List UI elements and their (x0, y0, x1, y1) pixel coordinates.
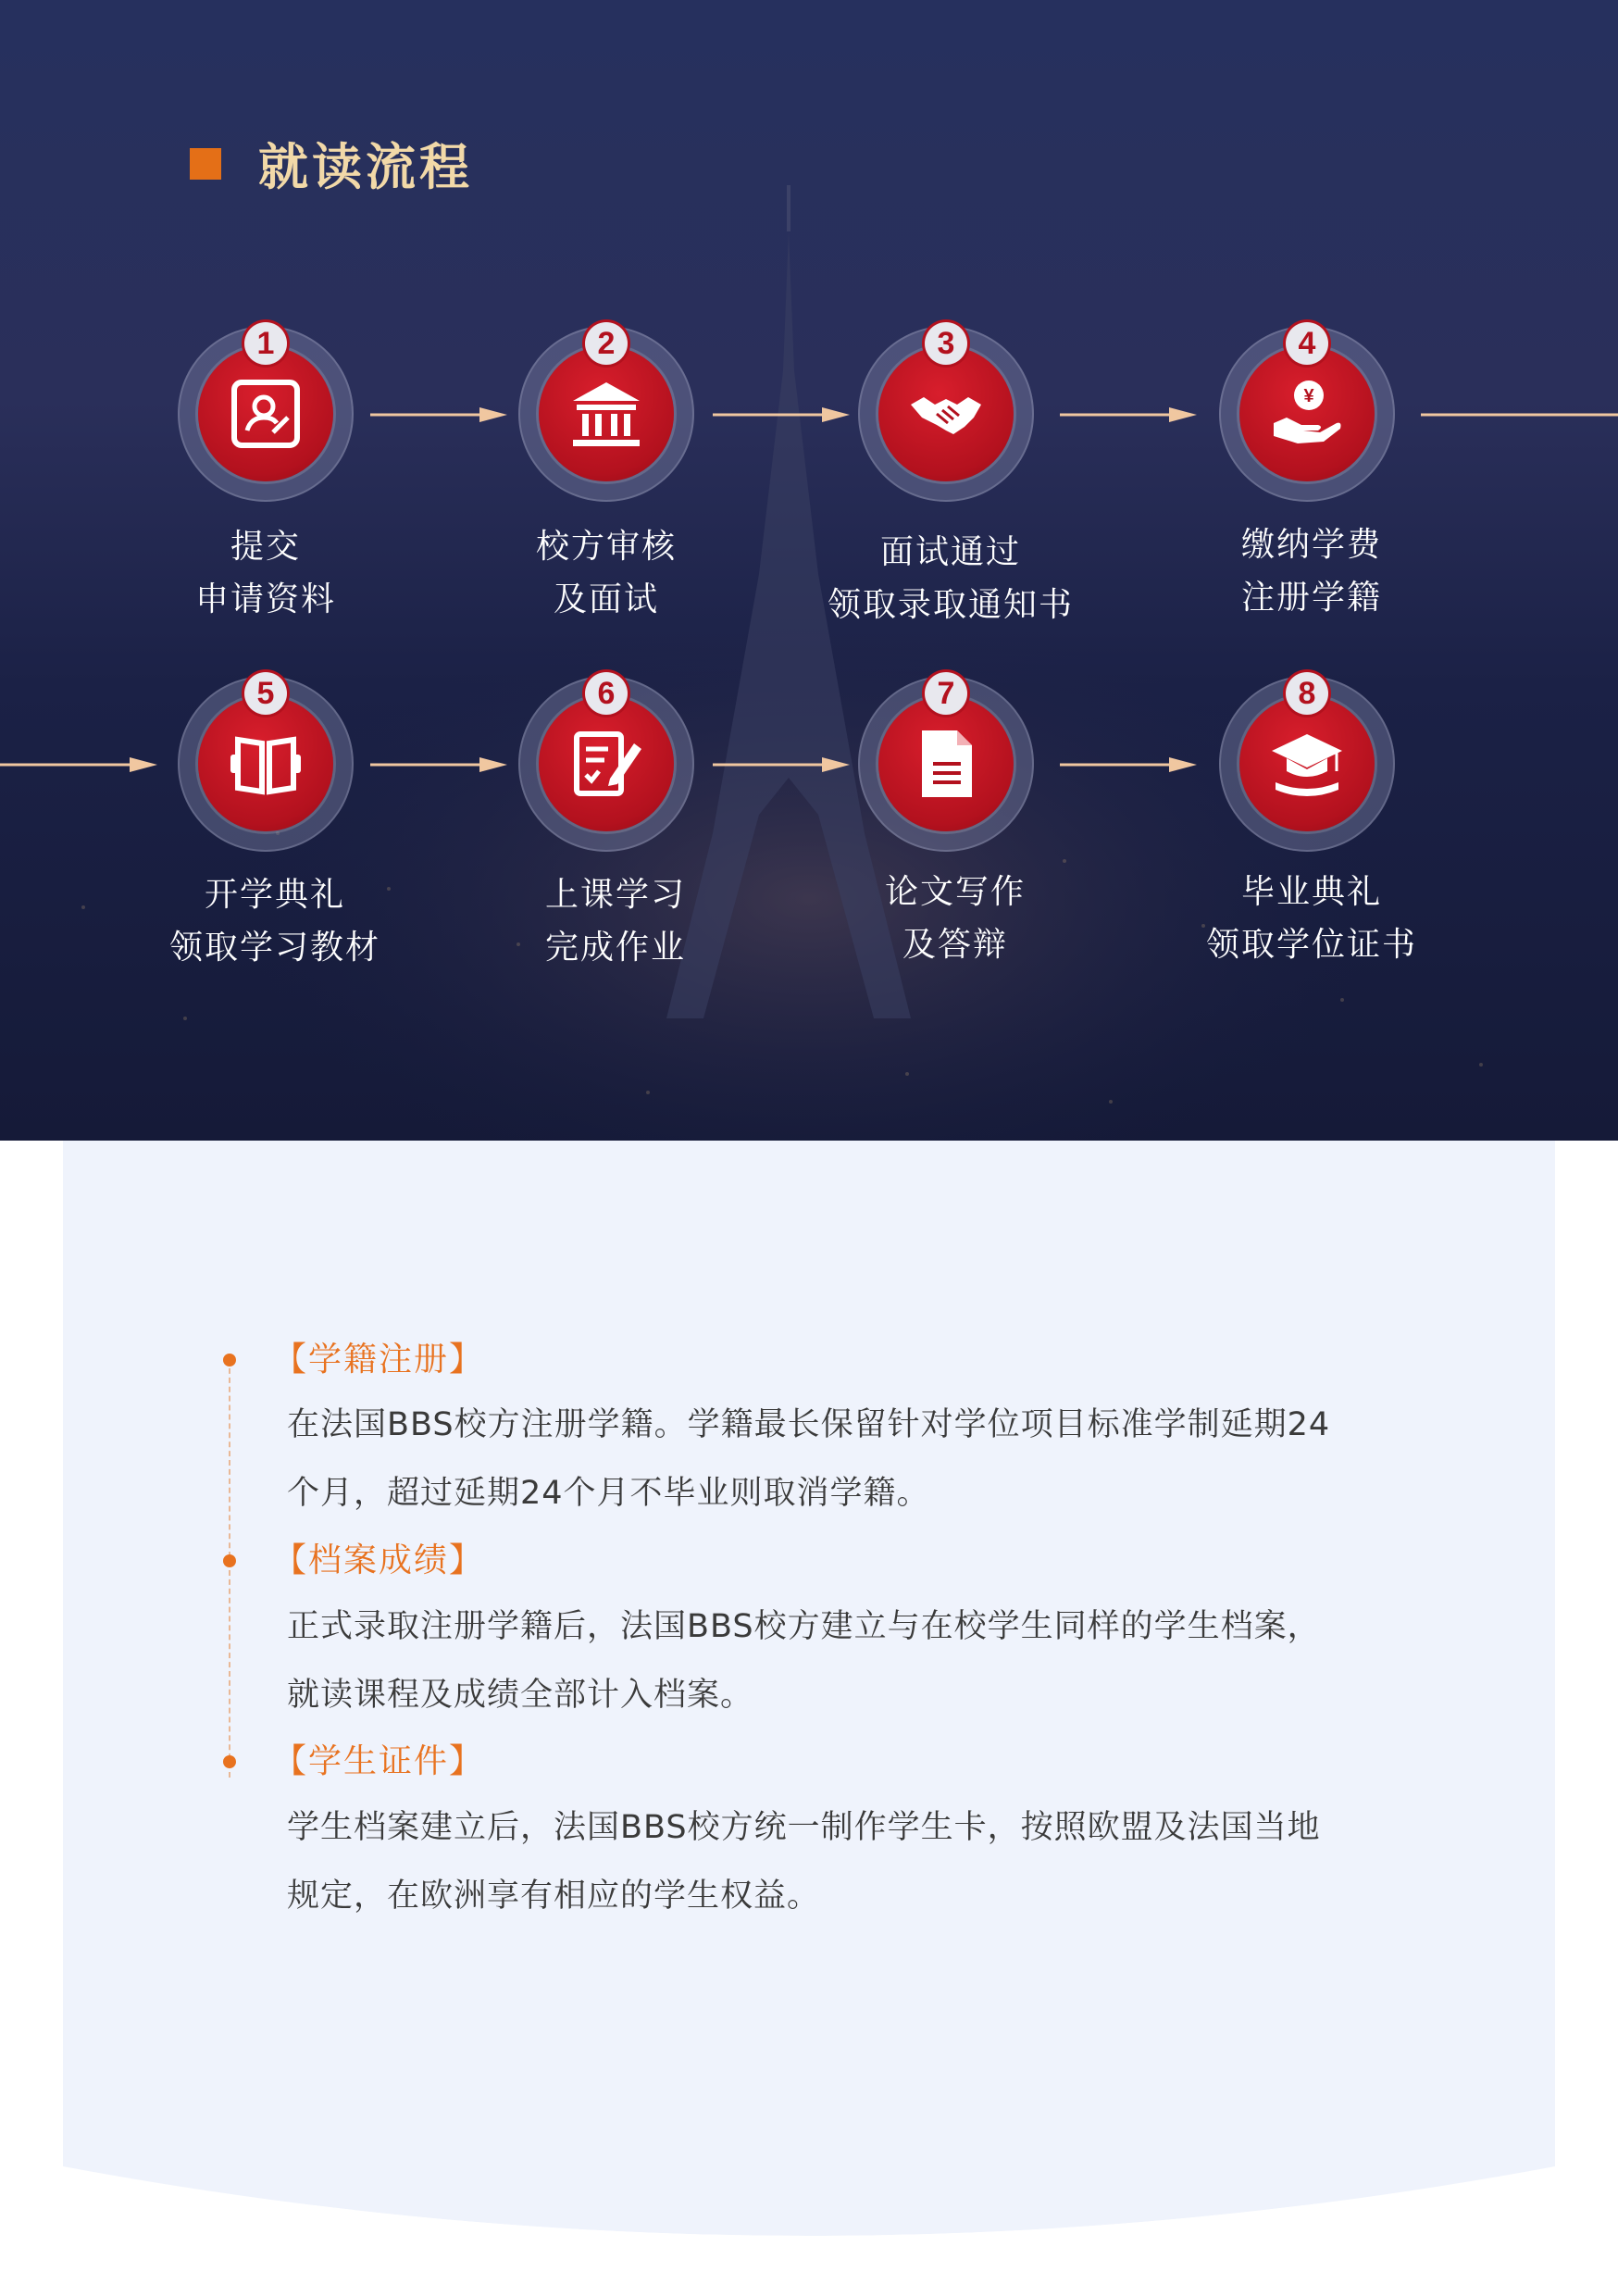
arrow-connector (0, 757, 157, 772)
body-line: 学生档案建立后，法国BBS校方统一制作学生卡，按照欧盟及法国当地 (287, 1809, 1321, 1846)
resume-icon (229, 377, 303, 451)
step-disk (539, 696, 674, 831)
step-disk (1239, 346, 1375, 481)
step-label-line: 领取学位证书 (1205, 926, 1417, 964)
step-label-line: 领取学习教材 (168, 929, 380, 967)
page-title: 就读流程 (258, 137, 473, 196)
timeline-dot (223, 1354, 236, 1366)
section-body-records (287, 1592, 1444, 1729)
payment-hand-icon (1270, 377, 1344, 451)
section-title-records: 【档案成绩】 (273, 1541, 485, 1579)
step-5-label (118, 868, 432, 974)
step-8-graduation (1219, 676, 1395, 852)
writing-document-icon (569, 727, 643, 801)
step-label-line: 完成作业 (544, 929, 686, 967)
step-disk (539, 346, 674, 481)
arrow-connector (1421, 407, 1618, 422)
arrow-connector (370, 757, 507, 772)
handshake-icon (909, 377, 983, 451)
step-label-line: 论文写作 (884, 873, 1026, 911)
step-label-line: 缴纳学费 (1240, 526, 1382, 564)
svg-text:¥: ¥ (1303, 386, 1314, 406)
step-disk (198, 346, 333, 481)
timeline-dot (223, 1755, 236, 1768)
step-number-badge: 7 (925, 672, 967, 715)
graduation-cap-icon (1270, 727, 1344, 801)
step-1-submit-application (178, 326, 354, 502)
step-number-badge: 4 (1286, 322, 1328, 365)
arrow-connector (1060, 407, 1197, 422)
step-label-line: 上课学习 (544, 876, 686, 914)
step-7-label (798, 866, 1113, 971)
step-label-line: 申请资料 (194, 580, 336, 618)
document-icon (909, 727, 983, 801)
body-line: 个月，超过延期24个月不毕业则取消学籍。 (287, 1475, 930, 1512)
school-building-icon (569, 377, 643, 451)
step-label-line: 开学典礼 (204, 876, 345, 914)
arrow-connector (1060, 757, 1197, 772)
step-8-label (1154, 866, 1469, 971)
arrow-connector (370, 407, 507, 422)
arrow-connector (713, 757, 850, 772)
step-disk (878, 696, 1014, 831)
timeline-dot (223, 1554, 236, 1567)
step-label-line: 领取录取通知书 (827, 586, 1074, 624)
step-disk (198, 696, 333, 831)
step-2-label (449, 520, 764, 626)
step-4-label (1154, 518, 1469, 624)
step-number-badge: 5 (244, 672, 287, 715)
timeline-line (229, 1359, 230, 1778)
step-3-label (793, 526, 1108, 631)
body-line: 就读课程及成绩全部计入档案。 (287, 1677, 754, 1714)
step-label-line: 及面试 (553, 580, 659, 618)
hero-section (0, 0, 1618, 1141)
body-line: 规定，在欧洲享有相应的学生权益。 (287, 1878, 821, 1915)
step-6-attend-classes (518, 676, 694, 852)
step-number-badge: 8 (1286, 672, 1328, 715)
step-1-label (108, 520, 423, 626)
step-number-badge: 2 (585, 322, 628, 365)
step-5-opening-ceremony (178, 676, 354, 852)
step-4-pay-tuition (1219, 326, 1395, 502)
section-title-enrollment: 【学籍注册】 (273, 1341, 485, 1379)
step-label-line: 毕业典礼 (1240, 873, 1382, 911)
body-line: 在法国BBS校方注册学籍。学籍最长保留针对学位项目标准学制延期24 (287, 1406, 1331, 1443)
step-label-line: 面试通过 (879, 533, 1021, 571)
section-body-student-id (287, 1793, 1444, 1930)
step-3-interview-passed (858, 326, 1034, 502)
step-number-badge: 3 (925, 322, 967, 365)
step-6-label (458, 868, 773, 974)
section-heading (190, 128, 473, 199)
panel-bottom-curve (0, 2120, 1618, 2296)
step-2-school-review (518, 326, 694, 502)
open-book-icon (229, 727, 303, 801)
heading-square-icon (190, 148, 221, 180)
step-disk (878, 346, 1014, 481)
section-body-enrollment (287, 1391, 1444, 1528)
section-title-student-id: 【学生证件】 (273, 1742, 485, 1780)
step-7-thesis-writing (858, 676, 1034, 852)
step-label-line: 提交 (230, 528, 301, 566)
step-number-badge: 6 (585, 672, 628, 715)
body-line: 正式录取注册学籍后，法国BBS校方建立与在校学生同样的学生档案， (287, 1608, 1321, 1645)
step-label-line: 及答辩 (902, 926, 1008, 964)
step-label-line: 校方审核 (535, 528, 677, 566)
arrow-connector (713, 407, 850, 422)
step-number-badge: 1 (244, 322, 287, 365)
step-disk (1239, 696, 1375, 831)
step-label-line: 注册学籍 (1240, 579, 1382, 617)
